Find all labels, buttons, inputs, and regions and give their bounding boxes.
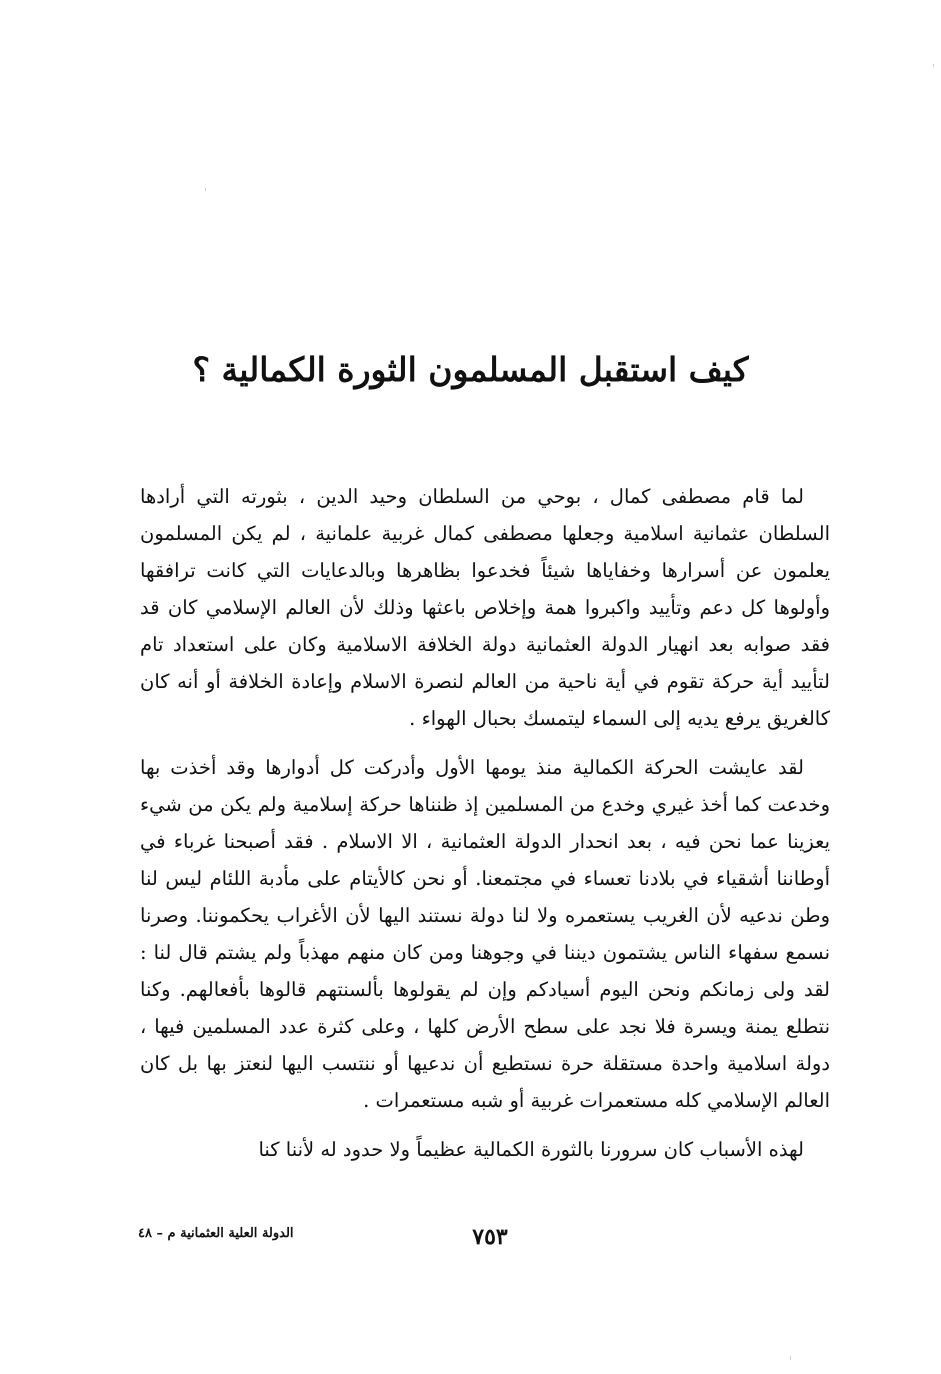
body-text bbox=[140, 478, 830, 1168]
scan-mark bbox=[205, 188, 206, 191]
page-number: ٧٥٣ bbox=[472, 1224, 508, 1250]
page-title: كيف استقبل المسلمون الثورة الكمالية ؟ bbox=[192, 350, 749, 389]
scan-mark bbox=[933, 64, 934, 67]
scan-mark bbox=[790, 1356, 791, 1360]
footer-source: الدولة العلية العثمانية م – ٤٨ bbox=[138, 1226, 294, 1241]
paragraph-1: لما قام مصطفى كمال ، بوحي من السلطان وحيد الدين ، بثورته التي أرادها السلطان عثمانية اسلامية وجعلها مصطفى كمال غربية علمانية ، لم يكن المسلمون يعلمون عن أسرارها وخفاياها شيئاً فخدعوا بظاهرها وبالدعايات التي كانت ترافقها وأولوها كل دعم وتأييد واكبروا همة وإخلاص باعثها وذلك لأن العالم الإسلامي كان قد فقد صوابه بعد انهيار الدولة العثمانية دولة الخلافة الاسلامية وكان على استعداد تام لتأييد أية حركة تقوم في أية ناحية من العالم لنصرة الاسلام وإعادة الخلافة أو أنه كان كالغريق يرفع يديه إلى السماء ليتمسك بحبال الهواء . bbox=[140, 485, 830, 730]
paragraph-3: لهذه الأسباب كان سرورنا بالثورة الكمالية عظيماً ولا حدود له لأننا كنا bbox=[258, 1138, 804, 1161]
paragraph-2: لقد عايشت الحركة الكمالية منذ يومها الأول وأدركت كل أدوارها وقد أخذت بها وخدعت كما أخذ غيري وخدع من المسلمين إذ ظنناها حركة إسلامية ولم يكن من شيء يعزينا عما نحن فيه ، بعد انحدار الدولة العثمانية ، الا الاسلام . فقد أصبحنا غرباء في أوطاننا أشقياء في بلادنا تعساء في مجتمعنا. أو نحن كالأيتام على مأدبة اللئام ليس لنا وطن ندعيه لأن الغريب يستعمره ولا لنا دولة نستند اليها لأن الأغراب يحكموننا. وصرنا نسمع سفهاء الناس يشتمون ديننا في وجوهنا ومن كان منهم مهذباً ولم يشتم قال لنا : لقد ولى زمانكم ونحن اليوم أسيادكم وإن لم يقولوها بألسنتهم قالوها بأفعالهم. وكنا نتطلع يمنة ويسرة فلا نجد على سطح الأرض كلها ، وعلى كثرة عدد المسلمين فيها ، دولة اسلامية واحدة مستقلة حرة نستطيع أن ندعيها أو ننتسب اليها لنعتز بها بل كان العالم الإسلامي كله مستعمرات غربية أو شبه مستعمرات . bbox=[140, 756, 830, 1112]
